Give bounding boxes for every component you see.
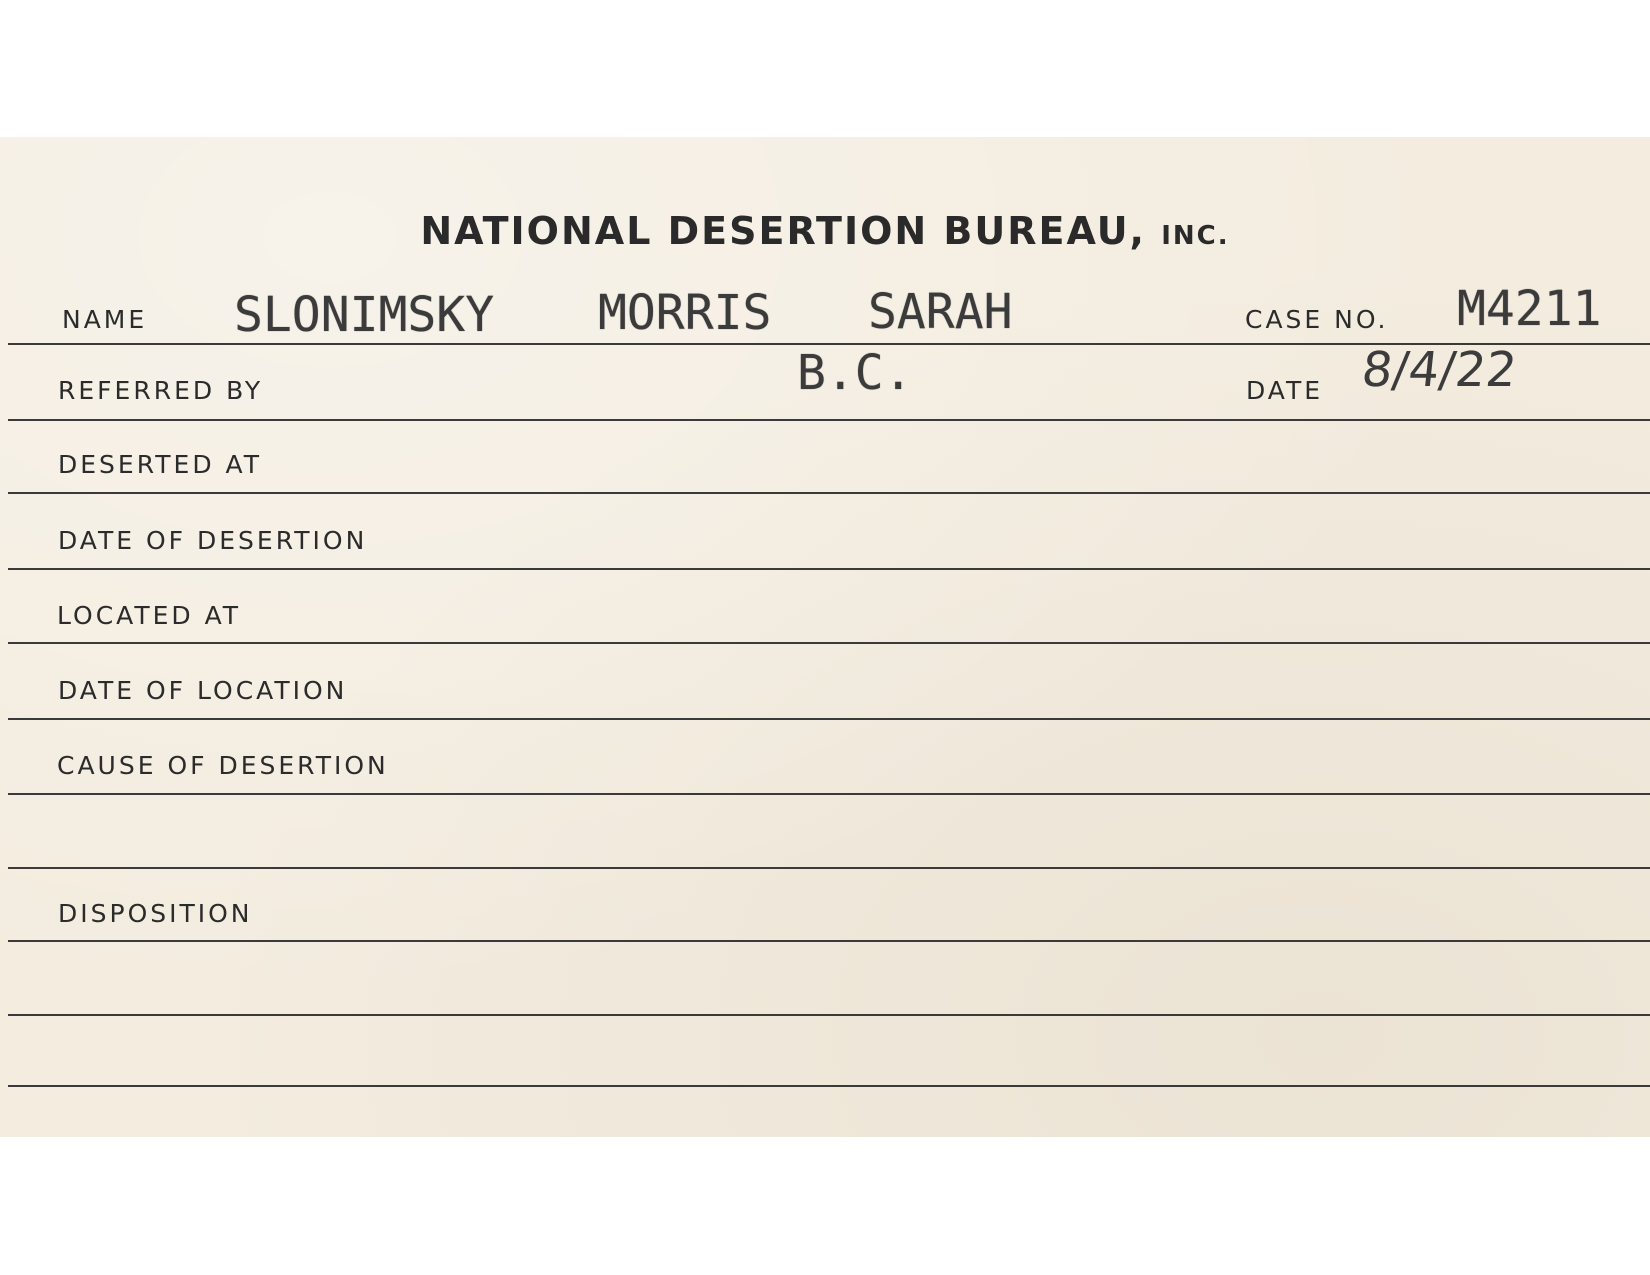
date-of-desertion-label: DATE OF DESERTION [58, 526, 368, 555]
referred-by-value: B.C. [797, 345, 913, 401]
name-value-surname: SLONIMSKY [234, 287, 495, 343]
disposition-rule [8, 940, 1650, 942]
deserted-at-rule [8, 492, 1650, 494]
disposition-extra-rule-1 [8, 1014, 1650, 1016]
date-of-desertion-rule [8, 568, 1650, 570]
located-at-label: LOCATED AT [57, 601, 242, 630]
date-value: 8/4/22 [1359, 342, 1520, 398]
name-value-first: MORRIS [598, 285, 772, 341]
cause-of-desertion-label: CAUSE OF DESERTION [57, 751, 389, 780]
cause-of-desertion-extra-rule [8, 867, 1650, 869]
index-card [0, 137, 1650, 1137]
card-title-suffix: INC. [1161, 221, 1230, 251]
cause-of-desertion-rule [8, 793, 1650, 795]
referred-by-label: REFERRED BY [58, 376, 264, 405]
referred-by-rule [8, 419, 1650, 421]
name-label: NAME [62, 305, 148, 334]
case-no-label: CASE NO. [1245, 305, 1389, 334]
date-of-location-rule [8, 718, 1650, 720]
name-value-spouse: SARAH [868, 284, 1013, 340]
date-label: DATE [1246, 376, 1324, 405]
card-title [0, 209, 1650, 253]
card-title-main: NATIONAL DESERTION BUREAU, [420, 209, 1146, 253]
date-of-location-label: DATE OF LOCATION [58, 676, 348, 705]
disposition-extra-rule-2 [8, 1085, 1650, 1087]
located-at-rule [8, 642, 1650, 644]
deserted-at-label: DESERTED AT [58, 450, 262, 479]
disposition-label: DISPOSITION [58, 899, 253, 928]
case-no-value: M4211 [1457, 281, 1602, 337]
